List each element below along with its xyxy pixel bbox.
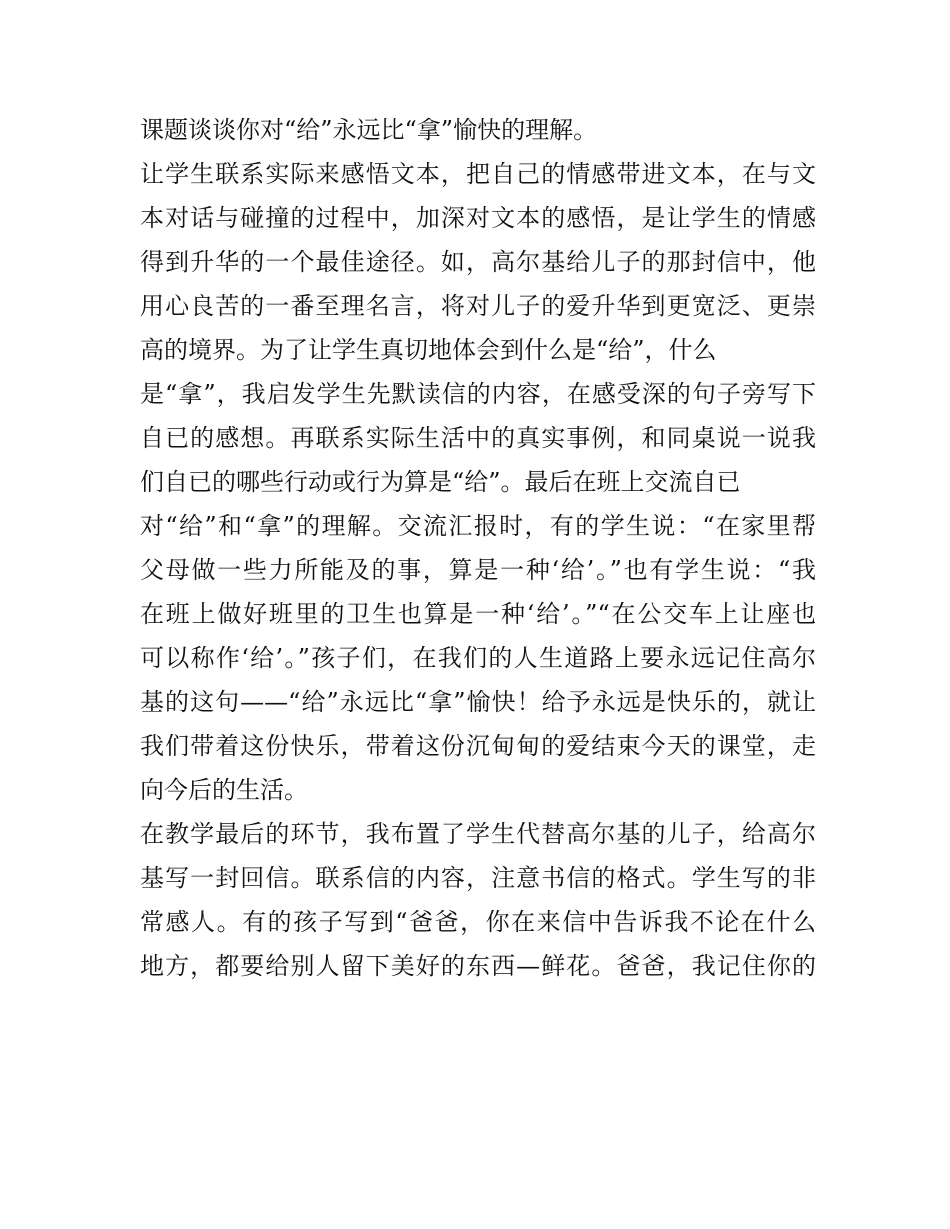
text-line: 本对话与碰撞的过程中，加深对文本的感悟，是让学生的情感 (140, 204, 816, 232)
text-line: 们自已的哪些行动或行为算是“给”。最后在班上交流自已 (140, 468, 741, 496)
text-line: 向今后的生活。 (140, 776, 308, 804)
text-line: 可以称作‘给’。”孩子们，在我们的人生道路上要永远记住高尔 (140, 644, 816, 672)
text-line: 让学生联系实际来感悟文本，把自己的情感带进文本，在与文 (140, 160, 816, 188)
text-line: 父母做一些力所能及的事，算是一种‘给’。”也有学生说：“我 (140, 556, 816, 584)
text-line: 课题谈谈你对“给”永远比“拿”愉快的理解。 (140, 116, 598, 144)
text-line: 我们带着这份快乐，带着这份沉甸甸的爱结束今天的课堂，走 (140, 732, 816, 760)
text-line: 对“给”和“拿”的理解。交流汇报时，有的学生说：“在家里帮 (140, 512, 816, 540)
text-line: 自已的感想。再联系实际生活中的真实事例，和同桌说一说我 (140, 424, 816, 452)
text-line: 常感人。有的孩子写到“爸爸，你在来信中告诉我不论在什么 (140, 908, 816, 936)
text-line: 地方，都要给别人留下美好的东西—鲜花。爸爸，我记住你的 (140, 952, 816, 980)
text-line: 在教学最后的环节，我布置了学生代替高尔基的儿子，给高尔 (140, 820, 816, 848)
text-line: 用心良苦的一番至理名言，将对儿子的爱升华到更宽泛、更崇 (140, 292, 816, 320)
text-line: 基的这句——“给”永远比“拿”愉快！给予永远是快乐的，就让 (140, 688, 816, 716)
text-line: 基写一封回信。联系信的内容，注意书信的格式。学生写的非 (140, 864, 816, 892)
text-line: 是“拿”，我启发学生先默读信的内容，在感受深的句子旁写下 (140, 380, 816, 408)
text-line: 在班上做好班里的卫生也算是一种‘给’。”“在公交车上让座也 (140, 600, 816, 628)
body-text (140, 108, 816, 988)
text-line: 高的境界。为了让学生真切地体会到什么是“给”，什么 (140, 336, 717, 364)
text-line: 得到升华的一个最佳途径。如，高尔基给儿子的那封信中，他 (140, 248, 816, 276)
